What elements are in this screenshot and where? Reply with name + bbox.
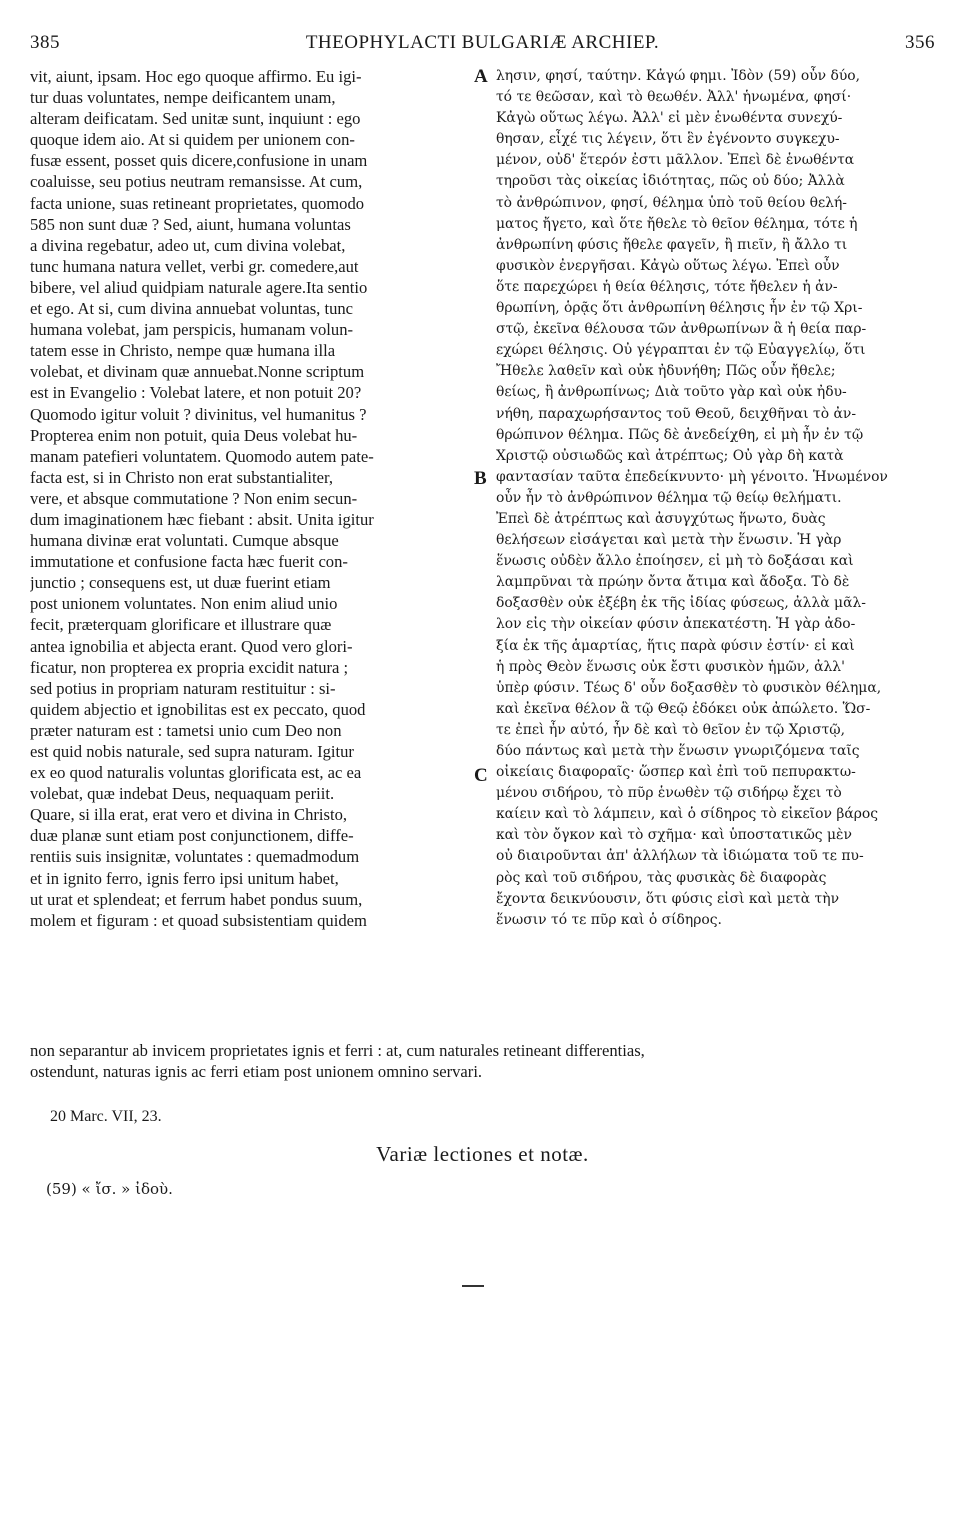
greek-text-line: ἔχοντα δεικνύουσιν, ὅτι φύσις εἰσὶ καὶ μετὰ τὴν (496, 890, 840, 907)
latin-text-line: præter naturam est : tametsi unio cum Deo non (30, 720, 342, 740)
latin-text-line: est in Evangelio : Volebat latere, et non potuit 20? (30, 383, 362, 403)
latin-text-line: est quid nobis naturale, sed supra naturam. Igitur (30, 742, 354, 761)
greek-text-line: οἰκείαις διαφοραῖς· ὥσπερ καὶ ἐπὶ τοῦ πεπυρακτω- (496, 764, 856, 781)
latin-text-line: alteram deificatam. Sed unitæ sunt, inquiunt : ego (30, 109, 361, 129)
greek-text-line: ἕνωσιν τό τε πῦρ καὶ ὁ σίδηρος. (496, 911, 722, 928)
latin-text-line: fecit, præterquam glorificare et illustrare quæ (30, 615, 332, 635)
greek-text-line: στῷ, ἐκεῖνα θέλουσα τῶν ἀνθρωπίνων ἃ ἡ θεία παρ- (496, 321, 867, 338)
greek-text-line: θρωπίνη, ὁρᾷς ὅτι ἀνθρωπίνη θέλησις ἦν ἐν τῷ Χρι- (496, 300, 863, 317)
closing-text-line: ostendunt, naturas ignis ac ferri etiam post unionem omnino servari. (30, 1062, 483, 1082)
greek-text-line: καὶ τὸν ὄγκον καὶ τὸ σχῆμα· καὶ ὑποστατικῶς μὲν (496, 827, 852, 844)
latin-text-line: vit, aiunt, ipsam. Hoc ego quoque affirmo. Eu igi- (30, 67, 362, 86)
greek-text-line: Χριστῷ οὐσιωδῶς καὶ ἀτρέπτως; Οὐ γὰρ δὴ κατὰ (496, 447, 844, 464)
greek-text-line: τε ἐπεὶ ἦν αὐτό, ἦν δὲ καὶ τὸ θεῖον ἐν τῷ Χριστῷ, (496, 721, 846, 738)
latin-text-line: junctio ; consequens est, ut duæ fuerint etiam (30, 573, 331, 593)
latin-text-line: ut urat et splendeat; et ferrum habet pondus suum, (30, 889, 363, 909)
section-marker-b: B (474, 468, 487, 489)
greek-text-line: μένον, οὐδ' ἕτερόν ἐστι μᾶλλον. Ἐπεὶ δὲ ἑνωθέντα (496, 152, 855, 169)
greek-text-line: μένου σιδήρου, τὸ πῦρ ἑνωθὲν τῷ σιδήρῳ ἔχει τὸ (496, 785, 842, 802)
greek-text-line: φαντασίαν ταῦτα ἐπεδείκνυντο· μὴ γένοιτο. Ἡνωμένον (496, 468, 888, 485)
latin-text-line: bibere, vel aliud quidpiam naturale agere.Ita sentio (30, 277, 368, 297)
latin-text-line: rentiis suis insignitæ, voluntates : quemadmodum (30, 847, 360, 867)
latin-text-line: Quare, si illa erat, erat vero et divina in Christo, (30, 805, 348, 825)
closing-text-line: non separantur ab invicem proprietates ignis et ferri : at, cum naturales retineant differentias, (30, 1041, 645, 1060)
latin-text-line: tatem esse in Christo, nempe quæ humana illa (30, 341, 336, 361)
closing-paragraph (30, 1040, 920, 1082)
latin-text-line: ficatur, non propterea ex propria excidit natura ; (30, 657, 349, 677)
latin-text-line: tunc humana natura vellet, verbi gr. comedere,aut (30, 256, 359, 276)
latin-text-line: Propterea enim non potuit, quia Deus volebat hu- (30, 425, 358, 445)
latin-text-line: vere, et absque commutatione ? Non enim secun- (30, 488, 358, 508)
greek-text-line: ρὸς καὶ τοῦ σιδήρου, τὰς φυσικὰς δὲ διαφορὰς (496, 869, 827, 886)
greek-text-line: θρώπινον θέλημα. Πῶς δὲ ἀνεδείχθη, εἰ μὴ ἦν ἐν τῷ (496, 426, 864, 443)
greek-text-line: καίειν καὶ τὸ λάμπειν, καὶ ὁ σίδηρος τὸ εἰκεῖον βάρος (496, 806, 879, 823)
greek-text-line: Ἤθελε λαθεῖν καὶ οὐκ ἠδυνήθη; Πῶς οὖν ἤθελε; (496, 363, 836, 380)
greek-text-line: τηροῦσι τὰς οἰκείας ἰδιότητας, πῶς οὐ δύο; Ἀλλὰ (496, 173, 845, 190)
greek-text-line: οὐ διαιροῦνται ἀπ' ἀλλήλων τὰ ἰδιώματα τοῦ τε πυ- (496, 848, 864, 865)
footnote: 20 Marc. VII, 23. (50, 1108, 162, 1125)
greek-text-line: καὶ ἐκεῖνα θέλον ἃ τῷ Θεῷ ἐδόκει οὐκ ἀπώλετο. Ὥσ- (496, 700, 871, 717)
greek-text-line: λον εἰς τὴν οἰκείαν φύσιν ἀπεκατέστη. Ἡ γὰρ ἀδο- (496, 616, 856, 633)
greek-text-line: ξία ἐκ τῆς ἁμαρτίας, ἥτις παρὰ φύσιν ἐστίν· εἰ καὶ (496, 637, 855, 654)
greek-text-line: ὅτε παρεχώρει ἡ θεία θέλησις, τότε ἤθελεν ἡ ἀν- (496, 278, 838, 295)
greek-text-line: λησιν, φησί, ταύτην. Κἀγώ φημι. Ἰδὸν (59) οὖν δύο, (496, 68, 861, 84)
end-rule (462, 1285, 484, 1287)
greek-column (496, 66, 921, 931)
latin-text-line: quidem abjectio et ignobilitas est ex peccato, quod (30, 699, 366, 719)
greek-text-line: ματος ἤγετο, καὶ ὅτε ἤθελε τὸ θεῖον θέλημα, τότε ἡ (496, 215, 858, 232)
latin-text-line: et ego. At si, cum divina annuebat voluntas, tunc (30, 299, 354, 319)
latin-text-line: 585 non sunt duæ ? Sed, aiunt, humana voluntas (30, 214, 351, 234)
running-header (30, 32, 935, 58)
section-marker-c: C (474, 765, 488, 786)
latin-text-line: humana divinæ erat voluntati. Cumque absque (30, 531, 339, 551)
page-number-right: 356 (905, 32, 935, 53)
latin-text-line: volebat, quæ indebat Deus, nequaquam periit. (30, 784, 335, 804)
latin-text-line: dum imaginationem hæc fiebant : absit. Unita igitur (30, 509, 374, 529)
latin-text-line: a divina regebatur, adeo ut, cum divina volebat, (30, 235, 346, 255)
latin-text-line: antea ignobilia et abjecta erant. Quod vero glori- (30, 636, 353, 656)
greek-text-line: ἕνωσις οὐδὲν ἄλλο ἐποίησεν, εἰ μὴ τὸ δοξάσαι καὶ (496, 553, 854, 570)
latin-text-line: post unionem voluntates. Non enim aliud unio (30, 594, 338, 614)
greek-text-line: δοξασθὲν οὐκ ἐξέβη ἐκ τῆς ἰδίας φύσεως, ἀλλὰ μᾶλ- (496, 595, 866, 612)
greek-text-line: θείως, ἢ ἀνθρωπίνως; Διὰ τοῦτο γὰρ καὶ οὐκ ἠδυ- (496, 384, 847, 401)
greek-text-line: οὖν ἦν τὸ ἀνθρώπινον θέλημα τῷ θείῳ θελήματι. (496, 489, 842, 506)
latin-text-line: humana volebat, jam perspicis, humanam volun- (30, 320, 354, 340)
latin-text-line: sed potius in propriam naturam restituitur : si- (30, 678, 336, 698)
greek-text-line: ὑπὲρ φύσιν. Τέως δ' οὖν δοξασθὲν τὸ φυσικὸν θέλημα, (496, 679, 882, 696)
latin-text-line: facta est, si in Christo non erat substantialiter, (30, 467, 334, 487)
running-title: THEOPHYLACTI BULGARIÆ ARCHIEP. (305, 32, 660, 53)
latin-text-line: quoque idem aio. At si quidem per unionem con- (30, 130, 355, 150)
notes-heading: Variæ lectiones et notæ. (376, 1142, 589, 1166)
latin-text-line: Quomodo igitur voluit ? divinitus, vel humanitus ? (30, 404, 367, 424)
greek-text-line: ἡ πρὸς Θεὸν ἕνωσις οὐκ ἔστι φυσικὸν ἡμῶν, ἀλλ' (496, 658, 845, 675)
latin-column (30, 66, 470, 931)
page-number-left: 385 (30, 32, 60, 53)
greek-text-line: θελήσεων εἰσάγεται καὶ μετὰ τὴν ἕνωσιν. Ἡ γὰρ (496, 532, 842, 549)
greek-text-line: εχώρει θέλησις. Οὐ γέγραπται ἐν τῷ Εὐαγγελίῳ, ὅτι (496, 342, 866, 359)
latin-text-line: et in ignito ferro, ignis ferro ipsi unitum habet, (30, 868, 339, 888)
greek-text-line: ἀνθρωπίνη φύσις ἤθελε φαγεῖν, ἢ πιεῖν, ἢ ἄλλο τι (496, 236, 848, 253)
latin-text-line: facta unione, suas retineant proprietates, quomodo (30, 193, 365, 213)
latin-text-line: coaluisse, seu potius neutram remansisse. At cum, (30, 172, 363, 192)
latin-text-line: manam patefieri voluntatem. Quomodo autem pate- (30, 446, 374, 466)
greek-text-line: Κἀγὼ οὕτως λέγω. Ἀλλ' εἰ μὲν ἑνωθέντα συνεχύ- (496, 110, 843, 127)
latin-text-line: fusæ essent, posset quis dicere,confusione in unam (30, 151, 368, 171)
greek-text-line: φυσικὸν ἐνεργῆσαι. Κἀγὼ οὕτως λέγω. Ἐπεὶ οὖν (496, 257, 840, 274)
greek-text-line: δύο πάντως καὶ μετὰ τὴν ἕνωσιν γνωριζόμενα ταῖς (496, 743, 860, 759)
latin-text-line: ex eo quod naturalis voluntas glorificata est, ac ea (30, 763, 362, 783)
latin-text-line: molem et figuram : et quoad subsistentiam quidem (30, 910, 367, 930)
latin-text-line: immutatione et confusione facta hæc fuerit con- (30, 552, 348, 572)
greek-text-line: τὸ ἀνθρώπινον, φησί, θέλημα ὑπὸ τοῦ θείου θελή- (496, 194, 847, 211)
variant-note: (59) « ἴσ. » ἰδοὺ. (46, 1180, 173, 1198)
latin-text-line: tur duas voluntates, nempe deificantem unam, (30, 88, 336, 108)
greek-text-line: θησαν, εἶχέ τις λέγειν, ὅτι ἓν ἐγένοντο συγκεχυ- (496, 131, 840, 148)
greek-text-line: λαμπρῦναι τὰ πρώην ὄντα ἄτιμα καὶ ἄδοξα. Τὸ δὲ (496, 574, 850, 591)
latin-text-line: volebat, et divinam quæ annuebat.Nonne scriptum (30, 362, 365, 382)
latin-text-line: duæ planæ sunt etiam post conjunctionem, diffe- (30, 826, 354, 846)
greek-text-line: Ἐπεὶ δὲ ἀτρέπτως καὶ ἀσυγχύτως ἥνωτο, δυὰς (496, 510, 826, 527)
section-marker-a: A (474, 66, 488, 87)
greek-text-line: νήθη, παραχωρήσαντος τοῦ Θεοῦ, δειχθῆναι τὸ ἀν- (496, 405, 857, 422)
greek-text-line: τό τε θεῶσαν, καὶ τὸ θεωθέν. Ἀλλ' ἡνωμένα, φησί· (496, 89, 852, 106)
